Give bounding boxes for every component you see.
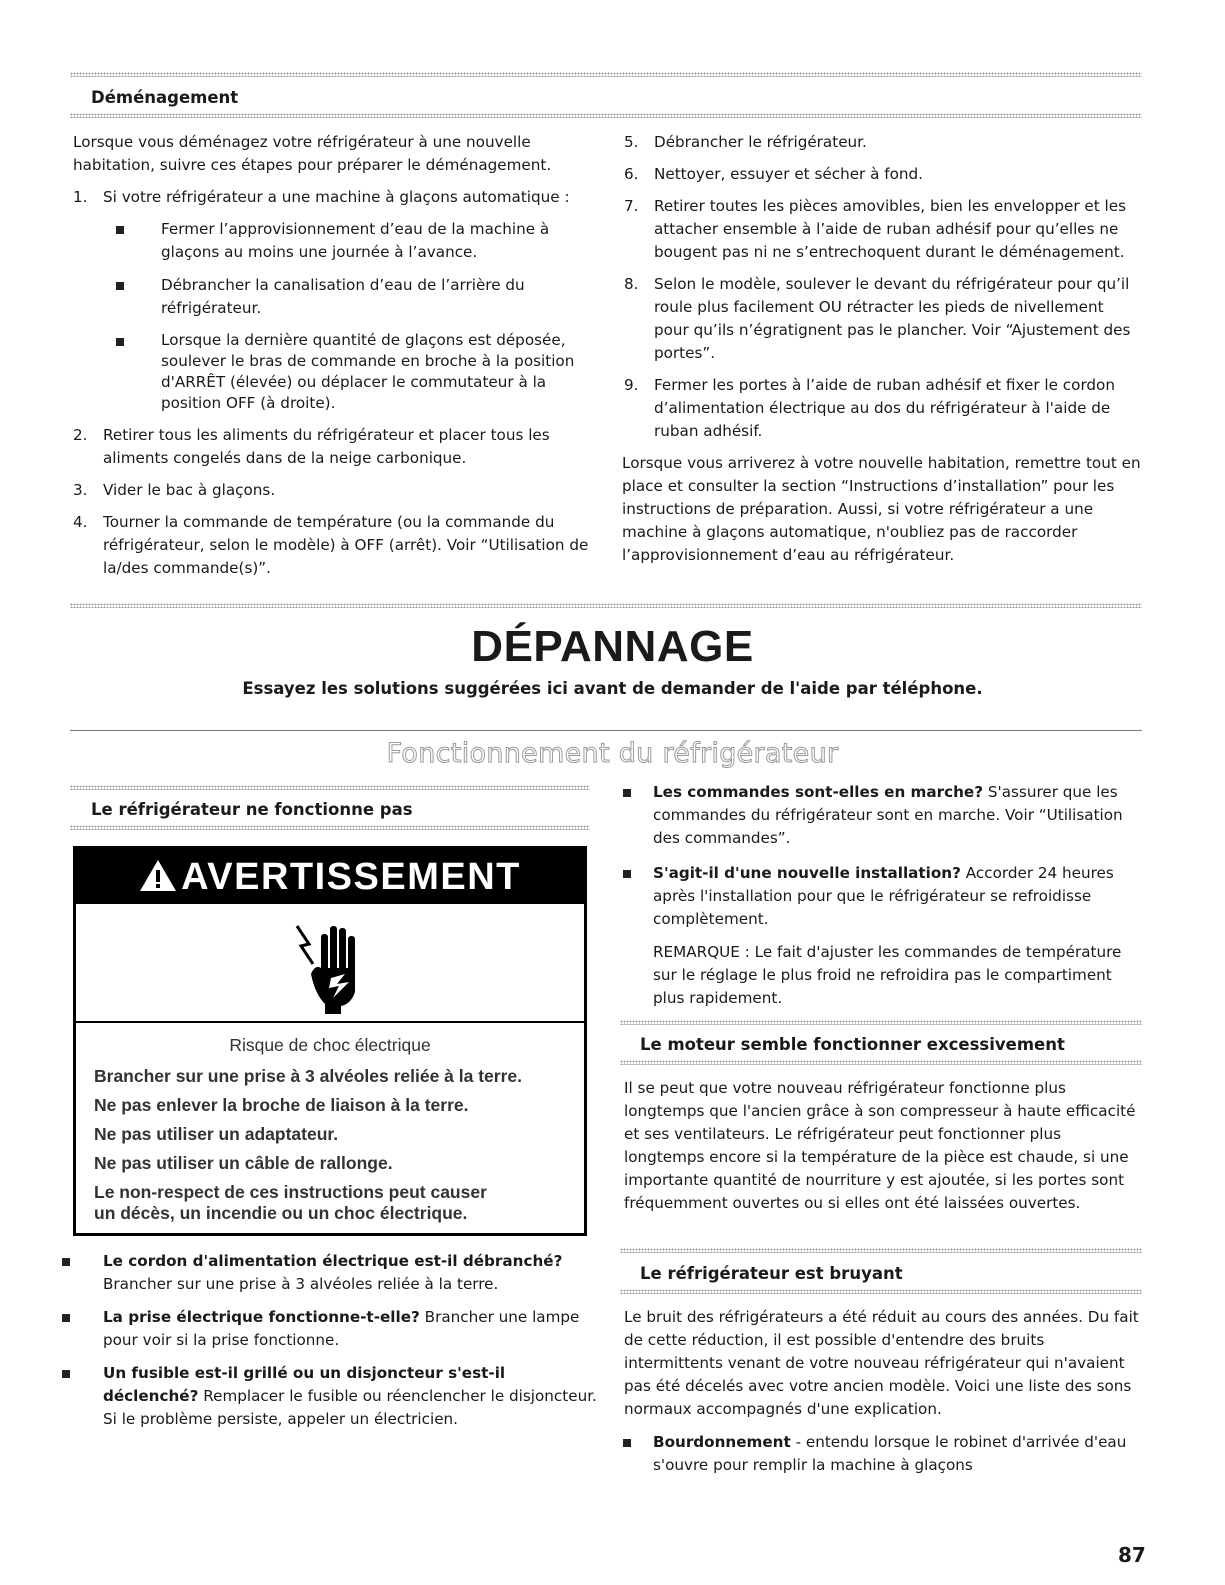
- step-3: [73, 479, 593, 502]
- bullet-square-icon: [62, 1258, 70, 1266]
- bullet-square-icon: [116, 226, 124, 234]
- step-number: 6.: [624, 165, 639, 183]
- step-text: Vider le bac à glaçons.: [103, 481, 276, 499]
- dotted-rule: [620, 1248, 1142, 1253]
- list-item-text: Fermer l’approvisionnement d’eau de la machine à glaçons au moins une journée à l’avance.: [161, 220, 550, 261]
- warning-triangle-icon: [139, 859, 177, 892]
- bullet-square-icon: [62, 1370, 70, 1378]
- bullet-square-icon: [623, 789, 631, 797]
- step-number: 7.: [624, 197, 639, 215]
- page-title: DÉPANNAGE: [471, 622, 754, 671]
- warning-line: Ne pas utiliser un câble de rallonge.: [94, 1153, 393, 1173]
- list-item: [620, 1431, 1142, 1477]
- demenagement-closing: Lorsque vous arriverez à votre nouvelle habitation, remettre tout en place et consulter la section “Instructions d’installation” pour les instructions de préparation. Aussi, si votre réfrigérateur a une machine à glaçons automatique, n'oubliez pas de raccorder l’approvisionnement d’eau au réfrigérateur.: [622, 454, 1141, 564]
- warning-box: [73, 846, 587, 1236]
- list-item-text: Lorsque la dernière quantité de glaçons est déposée, soulever le bras de commande en broche à la position d'ARRÊT (élevée) ou déplacer le commutateur à la position OFF (à droite).: [161, 331, 575, 412]
- bruyant-content: [624, 1306, 1142, 1487]
- page-subtitle: Essayez les solutions suggérées ici avant de demander de l'aide par téléphone.: [242, 679, 983, 698]
- step-number: 5.: [624, 133, 639, 151]
- right-column-bullets: [620, 781, 1142, 1010]
- list-item: [620, 862, 1142, 931]
- bullet-square-icon: [116, 282, 124, 290]
- warning-icon-area: [76, 904, 584, 1023]
- warning-consequence: un décès, un incendie ou un choc électrique.: [94, 1203, 468, 1223]
- note-text: REMARQUE : Le fait d'ajuster les commandes de température sur le réglage le plus froid ne refroidira pas le compartiment plus rapidement.: [653, 943, 1122, 1007]
- answer-text: Brancher sur une prise à 3 alvéoles reliée à la terre.: [103, 1275, 499, 1293]
- step-2: [73, 424, 593, 470]
- demenagement-left-column: [73, 131, 593, 589]
- step-text: Nettoyer, essuyer et sécher à fond.: [654, 165, 923, 183]
- step-text: Retirer tous les aliments du réfrigérateur et placer tous les aliments congelés dans de la neige carbonique.: [103, 426, 550, 467]
- warning-header: [76, 849, 584, 904]
- demenagement-intro: Lorsque vous déménagez votre réfrigérateur à une nouvelle habitation, suivre ces étapes pour préparer le déménagement.: [73, 133, 552, 174]
- step-4: [73, 511, 593, 580]
- dotted-rule: [70, 603, 1142, 608]
- dotted-rule: [620, 1060, 1142, 1065]
- list-item: [103, 218, 593, 264]
- moteur-heading: Le moteur semble fonctionner excessivement: [640, 1035, 1065, 1054]
- dotted-rule: [70, 113, 1142, 118]
- step-number: 4.: [73, 513, 88, 531]
- bullet-square-icon: [623, 870, 631, 878]
- bullet-square-icon: [62, 1314, 70, 1322]
- step-number: 2.: [73, 426, 88, 444]
- step-text: Tourner la commande de température (ou la commande du réfrigérateur, selon le modèle) à OFF (arrêt). Voir “Utilisation de la/des commande(s)”.: [103, 513, 589, 577]
- step-text: Si votre réfrigérateur a une machine à glaçons automatique :: [103, 188, 570, 206]
- list-item: [620, 781, 1142, 850]
- step-text: Débrancher le réfrigérateur.: [654, 133, 867, 151]
- step-8: [624, 273, 1142, 365]
- warning-risk: Risque de choc électrique: [229, 1035, 431, 1055]
- list-item: [59, 1306, 599, 1352]
- page-number: 87: [1118, 1543, 1146, 1567]
- list-item: [103, 274, 593, 320]
- section-title: Fonctionnement du réfrigérateur: [386, 738, 839, 769]
- demenagement-heading: Déménagement: [91, 88, 239, 107]
- demenagement-right-column: [624, 131, 1142, 567]
- electric-shock-hand-icon: [293, 914, 373, 1014]
- step-6: [624, 163, 1142, 186]
- answer-text: Remplacer le fusible ou réenclencher le disjoncteur. Si le problème persiste, appeler un électricien.: [103, 1387, 597, 1428]
- answer-text: S'assurer que les commandes du réfrigérateur sont en marche. Voir “Utilisation des commandes”.: [653, 783, 1123, 847]
- question-text: Les commandes sont-elles en marche?: [653, 783, 984, 801]
- question-text: La prise électrique fonctionne-t-elle?: [103, 1308, 420, 1326]
- warning-consequence: Le non-respect de ces instructions peut causer: [94, 1182, 487, 1202]
- bullet-square-icon: [116, 338, 124, 346]
- dotted-rule: [70, 825, 590, 830]
- question-text: Le cordon d'alimentation électrique est-il débranché?: [103, 1252, 563, 1270]
- divider: [70, 730, 1142, 731]
- list-item: [59, 1250, 599, 1296]
- question-text: S'agit-il d'une nouvelle installation?: [653, 864, 961, 882]
- step-text: Retirer toutes les pièces amovibles, bien les envelopper et les attacher ensemble à l’aide de ruban adhésif pour qu’elles ne bougent pas ni ne s’entrechoquent durant le déménagement.: [654, 197, 1127, 261]
- answer-text: Accorder 24 heures après l'installation pour que le réfrigérateur se refroidisse complètement.: [653, 864, 1114, 928]
- list-item: [59, 1362, 599, 1431]
- moteur-text: Il se peut que votre nouveau réfrigérateur fonctionne plus longtemps que l'ancien grâce à son compresseur à haute efficacité et ses ventilateurs. Le réfrigérateur peut fonctionner plus longtemps encore si la température de la pièce est chaude, si une importante quantité de nourriture y est ajoutée, si les portes sont fréquemment ouvertes ou si elles ont été laissées ouvertes.: [624, 1079, 1136, 1212]
- bruyant-text: Le bruit des réfrigérateurs a été réduit au cours des années. Du fait de cette réduction, il est possible d'entendre des bruits intermittents venant de votre nouveau réfrigérateur qui n'avaient pas été décelés avec votre ancien modèle. Voici une liste des sons normaux accompagnés d'une explication.: [624, 1308, 1139, 1418]
- step-number: 3.: [73, 481, 88, 499]
- list-item-text: Débrancher la canalisation d’eau de l’arrière du réfrigérateur.: [161, 276, 525, 317]
- answer-text: - entendu lorsque le robinet d'arrivée d'eau s'ouvre pour remplir la machine à glaçons: [653, 1433, 1127, 1474]
- step-7: [624, 195, 1142, 264]
- dotted-rule: [70, 785, 590, 790]
- question-text: Un fusible est-il grillé ou un disjoncteur s'est-il déclenché?: [103, 1364, 506, 1405]
- ne-fonctionne-pas-list: [59, 1250, 599, 1441]
- step-number: 1.: [73, 188, 88, 206]
- warning-line: Ne pas utiliser un adaptateur.: [94, 1124, 339, 1144]
- bruyant-heading: Le réfrigérateur est bruyant: [640, 1264, 903, 1283]
- warning-line: Ne pas enlever la broche de liaison à la terre.: [94, 1095, 469, 1115]
- dotted-rule: [620, 1020, 1142, 1025]
- step-1: [73, 186, 593, 209]
- step-text: Selon le modèle, soulever le devant du réfrigérateur pour qu’il roule plus facilement OU rétracter les pieds de nivellement pour qu’ils n’égratignent pas le plancher. Voir “Ajustement des portes”.: [654, 275, 1131, 362]
- answer-text: Brancher une lampe pour voir si la prise fonctionne.: [103, 1308, 580, 1349]
- question-text: Bourdonnement: [653, 1433, 791, 1451]
- dotted-rule: [70, 72, 1142, 77]
- bullet-square-icon: [623, 1439, 631, 1447]
- step-text: Fermer les portes à l’aide de ruban adhésif et fixer le cordon d’alimentation électrique au dos du réfrigérateur à l'aide de ruban adhésif.: [654, 376, 1115, 440]
- step-number: 8.: [624, 275, 639, 293]
- dotted-rule: [620, 1289, 1142, 1294]
- step-9: [624, 374, 1142, 443]
- list-item: [103, 330, 593, 414]
- step-5: [624, 131, 1142, 154]
- ne-fonctionne-pas-heading: Le réfrigérateur ne fonctionne pas: [91, 800, 413, 819]
- warning-header-text: AVERTISSEMENT: [181, 856, 521, 898]
- warning-line: Brancher sur une prise à 3 alvéoles reliée à la terre.: [94, 1066, 523, 1086]
- step-number: 9.: [624, 376, 639, 394]
